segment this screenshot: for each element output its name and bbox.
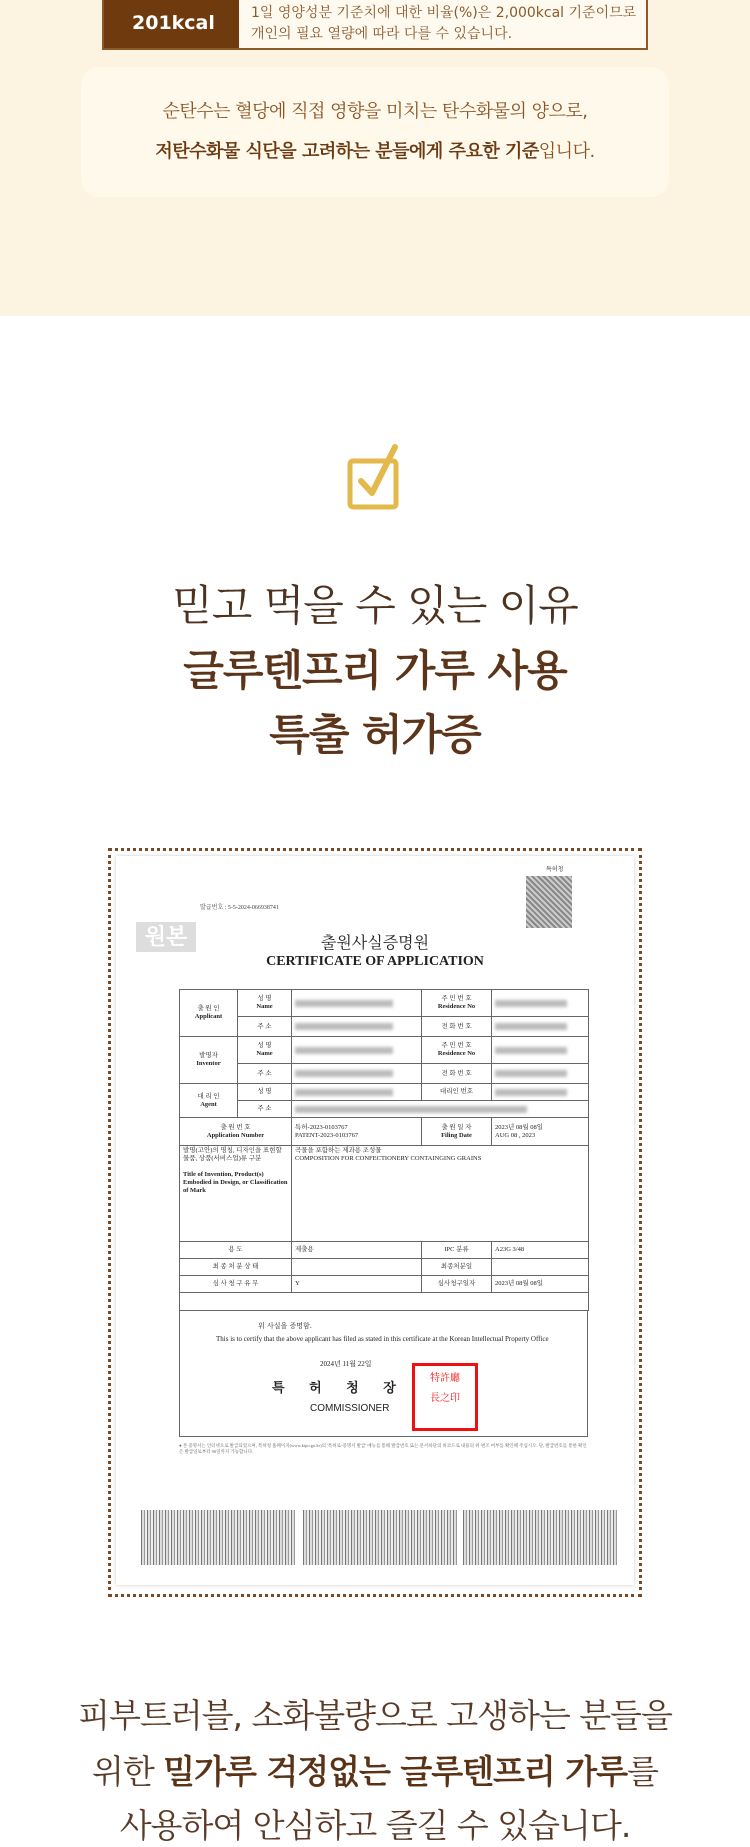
certificate-title-kr: 출원사실증명원 (320, 933, 430, 952)
certify-date: 2024년 11월 22일 (320, 1360, 372, 1368)
qr-code (526, 876, 572, 928)
barcode-1 (141, 1510, 295, 1565)
headline-line2: 글루텐프리 가루 사용 (183, 646, 567, 695)
calories-cell: 201kcal (104, 0, 239, 48)
nutrition-note-line2: 개인의 필요 열량에 따라 다를 수 있습니다. (251, 26, 513, 42)
nutrition-note (239, 0, 646, 48)
info-line1: 순탄수는 혈당에 직접 영향을 미치는 탄수화물의 양으로, (162, 101, 588, 122)
body-line3: 사용하여 안심하고 즐길 수 있습니다. (119, 1806, 631, 1845)
footnote: ● 본 증명서는 인터넷으로 발급되었으며, 특허청 홈페이지(www.kipo.go.kr)의 '특허로-증명서 발급' 메뉴를 통해 발급번호 또는 문서하단의 바코드로 내용의 위·변조 여부를 확인해 주십시오. 단, 발급번호를 통한 확인은 발급일로부터 90일까지 가능합니다. (179, 1443, 587, 1454)
info-line2-bold: 저탄수화물 식단을 고려하는 분들에게 주요한 기준 (155, 141, 539, 162)
info-line2-rest: 입니다. (538, 141, 595, 162)
certification-block (179, 1311, 588, 1437)
issuer-en: COMMISSIONER (310, 1403, 390, 1414)
official-seal: 特許廳 長之印 (412, 1363, 478, 1431)
certify-kr: 위 사실을 증명함. (258, 1322, 313, 1330)
barcode-2 (303, 1510, 457, 1565)
original-stamp: 원본 (136, 922, 196, 952)
certificate-document (116, 856, 634, 1585)
issue-number: 발급번호 : 5-5-2024-066938741 (200, 905, 279, 911)
headline-line3: 특출 허가증 (269, 710, 481, 759)
headline-line1: 믿고 먹을 수 있는 이유 (172, 581, 578, 630)
certificate-table: 출 원 인 Applicant 성 명 Name 주 민 번 호 Residence No 주 소 전 화 번 호 발명자 Inventor 성 명 Name 주 민 번 호 Residence No 주 소 전 화 번 호 대 리 인 Agent 성 명 대리인 번호 주 소 출 원 번 호 Application Number 특허-2023-0103767 PATENT-2023-0103767 출 원 일 자 Filing Date 2023년 08월 08일 AUG 08 , 2023 발명(고안)의 명칭, 디자인을 표현할 물품, 상품(서비스업)류 구분 Title of Invention, Product(s) Embodied in Design, or Classification of Mark 곡물을 포함하는 제과용 조성물 COMPOSITION FOR CONFECTIONERY CONTAINGING GRAINS 용 도 제출용 IPC 분류 A23G 3/48 최 종 처 분 상 태 최종처분일 심 사 청 구 유 무 Y 심사청구일자 2023년 08월 08일 (179, 989, 589, 1311)
agency-logo: 특허청 (546, 866, 564, 873)
certify-en: This is to certify that the above applicant has filed as stated in this certificate at the Korean Intellectual Property Office (216, 1335, 549, 1343)
certificate-title-en: CERTIFICATE OF APPLICATION (266, 954, 484, 969)
info-line2 (81, 132, 669, 172)
checkbox-icon (345, 443, 405, 511)
barcode-3 (463, 1510, 617, 1565)
nutrition-table (102, 0, 648, 50)
body-line1: 피부트러블, 소화불량으로 고생하는 분들을 (78, 1696, 672, 1735)
info-box (81, 67, 669, 197)
issuer-kr: 특 허 청 장 (272, 1381, 406, 1396)
certificate-body (179, 989, 588, 1455)
body-line2: 위한 밀가루 걱정없는 글루텐프리 가루를 (92, 1752, 658, 1791)
nutrition-note-line1: 1일 영양성분 기준치에 대한 비율(%)은 2,000kcal 기준이므로 (251, 5, 637, 21)
